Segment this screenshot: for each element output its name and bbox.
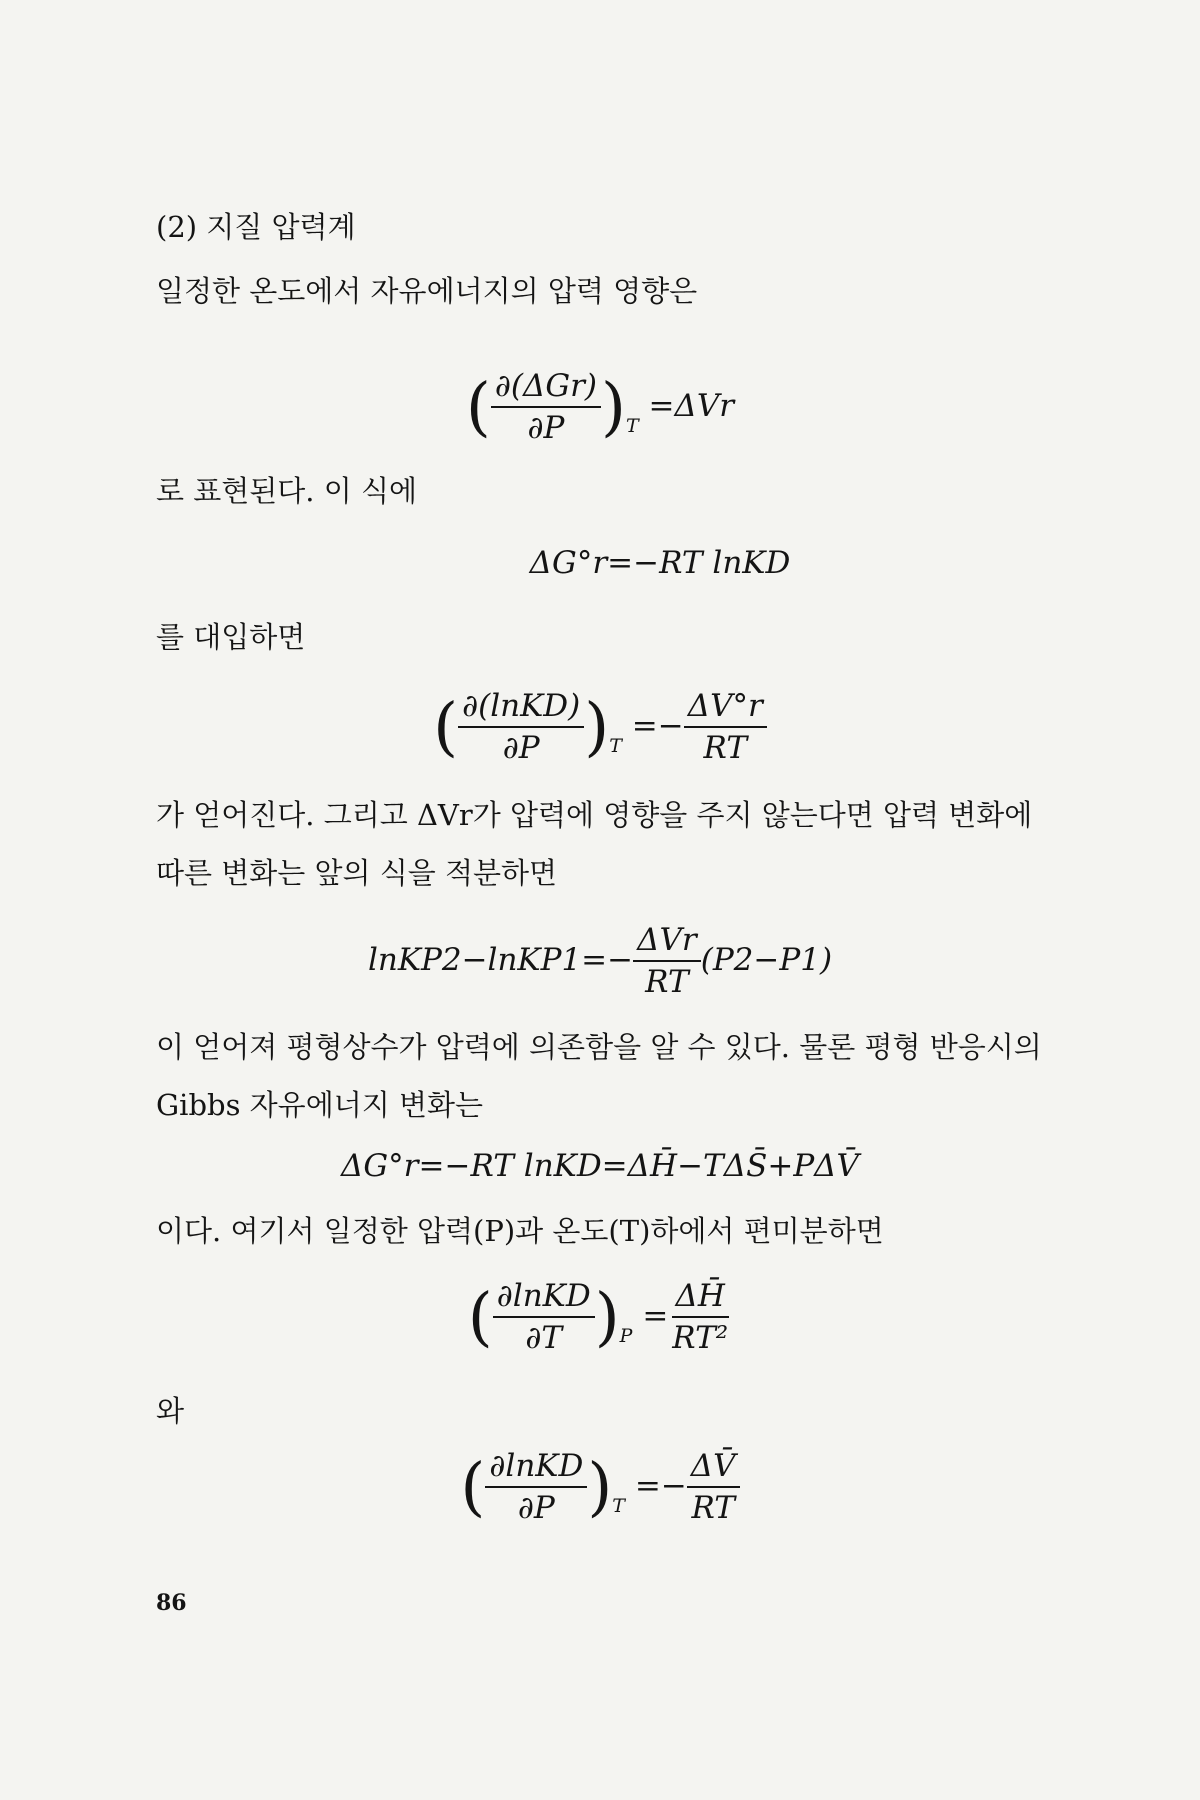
eq6-rhs-denominator: RT² <box>672 1320 729 1356</box>
eq1-subscript: T <box>626 414 639 437</box>
paragraph-6: 이다. 여기서 일정한 압력(P)과 온도(T)하에서 편미분하면 <box>156 1214 884 1248</box>
eq3-rhs-numerator: ΔV°r <box>684 688 767 728</box>
equation-5 <box>0 1148 1200 1184</box>
eq3-denominator: ∂P <box>502 730 540 766</box>
eq5-text: ΔG°r=−RT lnKD=ΔH̄−TΔS̄+PΔV̄ <box>341 1148 859 1184</box>
equation-6: ( $\frac{\text{∂lnKD}}{\partial T}$ )$_P$ = $\frac{\Delta H̄}{\text{RT²}}$ <box>0 1278 1200 1356</box>
paragraph-1: 일정한 온도에서 자유에너지의 압력 영향은 <box>156 274 698 308</box>
eq3-numerator: ∂(lnKD) <box>458 688 584 728</box>
equation-4 <box>0 922 1200 1000</box>
eq6-denominator: ∂T <box>525 1320 563 1356</box>
eq7-rhs-denominator: RT <box>691 1490 735 1526</box>
eq1-numerator: ∂(ΔGr) <box>491 368 601 408</box>
eq4-lhs: lnKP2−lnKP1=− <box>367 941 634 978</box>
eq7-numerator: ∂lnKD <box>485 1448 587 1488</box>
eq7-rhs-numerator: ΔV̄ <box>687 1448 740 1488</box>
page-number: 86 <box>156 1590 187 1616</box>
equation-1: ( $\frac{\text{∂(ΔGr)}}{\partial P}$ )$_T =\Delta Vr$ <box>465 368 735 446</box>
paragraph-2: 로 표현된다. 이 식에 <box>156 474 417 508</box>
paragraph-7: 와 <box>156 1394 185 1428</box>
eq1-denominator: ∂P <box>527 410 565 446</box>
equation-7: ( $\frac{\text{∂lnKD}}{\partial P}$ )$_T$ =− $\frac{\Delta V̄}{RT}$ <box>0 1448 1200 1526</box>
paragraph-5: 이 얻어져 평형상수가 압력에 의존함을 알 수 있다. 물론 평형 반응시의 Gibbs 자유에너지 변화는 <box>156 1030 1042 1122</box>
section-heading: (2) 지질 압력계 <box>156 210 356 244</box>
eq1-rhs: =ΔVr <box>648 387 735 424</box>
eq3-subscript: T <box>609 734 622 757</box>
eq6-rhs-numerator: ΔH̄ <box>672 1278 729 1318</box>
paragraph-3: 를 대입하면 <box>156 620 306 654</box>
eq3-rhs-denominator: RT <box>703 730 748 766</box>
eq7-denominator: ∂P <box>517 1490 555 1526</box>
equation-3: ( $\frac{\text{∂(lnKD)}}{\partial P}$ )$_T$ =− $\frac{\Delta V^\circ r}{RT}$ <box>0 688 1200 766</box>
eq6-numerator: ∂lnKD <box>493 1278 595 1318</box>
paragraph-4: 가 얻어진다. 그리고 ΔVr가 압력에 영향을 주지 않는다면 압력 변화에 따른 변화는 앞의 식을 적분하면 <box>156 798 1033 890</box>
eq7-subscript: T <box>612 1494 625 1517</box>
eq4-numerator: ΔVr <box>633 922 701 962</box>
eq6-subscript: P <box>619 1324 633 1347</box>
eq4-denominator: RT <box>645 964 689 1000</box>
equation-2 <box>0 545 1200 581</box>
eq2-text: ΔG°r=−RT lnKD <box>529 545 791 581</box>
eq4-tail: (P2−P1) <box>700 941 833 978</box>
